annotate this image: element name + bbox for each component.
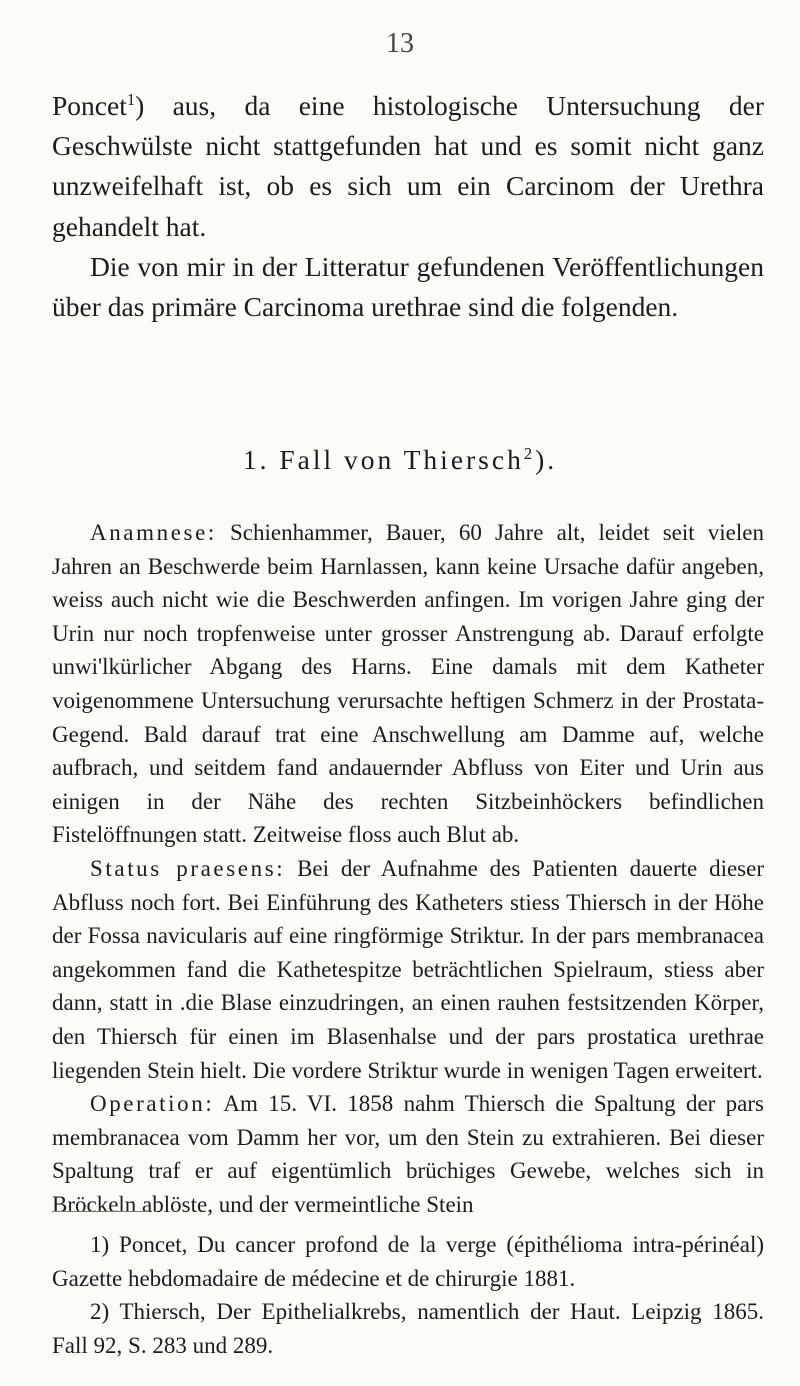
status-text: Bei der Aufnahme des Patienten dauerte dieser Abfluss noch fort. Bei Einführung des Katheters stiess Thiersch in der Höhe der Fossa navicularis auf eine ringförmige Striktur. In der pars membranacea angekommen fand die Kathetespitze beträchtlichen Spielraum, stiess aber dann, statt in .die Blase einzudringen, an einen rauhen festsitzenden Körper, den Thiersch für einen im Blasenhalse und der pars prostatica urethrae liegenden Stein hielt. Die vordere Striktur wurde in wenigen Tagen erweitert.	[52, 855, 764, 1083]
intro-section	[52, 86, 764, 327]
footnote-1: 1) Poncet, Du cancer profond de la verge (épithélioma intra-périnéal) Gazette hebdomadaire de médecine et de chirurgie 1881.	[52, 1232, 764, 1291]
intro-paragraph-2: Die von mir in der Litteratur gefundenen Veröffentlichungen über das primäre Carcinoma urethrae sind die folgenden.	[52, 250, 764, 323]
footnote-divider	[52, 1211, 148, 1212]
footnote-marker-1: 1	[126, 89, 136, 109]
status-label: Status praesens:	[90, 855, 286, 881]
intro-paragraph-1-text: ) aus, da eine histologische Untersuchung der Geschwülste nicht stattgefunden hat und es somit nicht ganz unzweifelhaft ist, ob es sich um ein Carcinom der Urethra gehandelt hat.	[52, 90, 764, 242]
operation-paragraph	[52, 1087, 764, 1221]
case-heading-text: 1. Fall von Thiersch	[242, 444, 524, 475]
anamnese-label: Anamnese:	[90, 520, 217, 545]
footnote-2: 2) Thiersch, Der Epithelialkrebs, namentlich der Haut. Leipzig 1865. Fall 92, S. 283 und 289.	[52, 1299, 764, 1358]
status-paragraph	[52, 852, 764, 1087]
anamnese-paragraph	[52, 516, 764, 852]
intro-paragraph-1	[52, 86, 764, 247]
case-heading	[0, 444, 800, 476]
operation-label: Operation:	[90, 1091, 215, 1117]
anamnese-text: Schienhammer, Bauer, 60 Jahre alt, leidet seit vielen Jahren an Beschwerde beim Harnlassen, kann keine Ursache dafür angeben, weiss auch nicht wie die Beschwerden anfingen. Im vorigen Jahre ging der Urin nur noch tropfenweise unter grosser Anstrengung ab. Darauf erfolgte unwi'lkürlicher Abgang des Harns. Eine damals mit dem Katheter voigenommene Untersuchung verursachte heftigen Schmerz in der Prostata-Gegend. Bald darauf trat eine Anschwellung am Damme auf, welche aufbrach, und seitdem fand andauernder Abfluss von Eiter und Urin aus einigen in der Nähe des rechten Sitzbeinhöckers befindlichen Fistelöffnungen statt. Zeitweise floss auch Blut ab.	[52, 520, 764, 848]
case-body	[52, 516, 764, 1221]
page-number: 13	[386, 28, 414, 59]
operation-text: Am 15. VI. 1858 nahm Thiersch die Spaltung der pars membranacea vom Damm her vor, um den Stein zu extrahieren. Bei dieser Spaltung traf er auf eigentümlich brüchiges Gewebe, welches sich in Bröckeln ablöste, und der vermeintliche Stein	[52, 1091, 764, 1217]
case-heading-tail: ).	[535, 444, 558, 475]
author-name: Poncet	[52, 90, 127, 121]
footnote-marker-2: 2	[523, 443, 536, 463]
footnotes	[52, 1228, 764, 1362]
